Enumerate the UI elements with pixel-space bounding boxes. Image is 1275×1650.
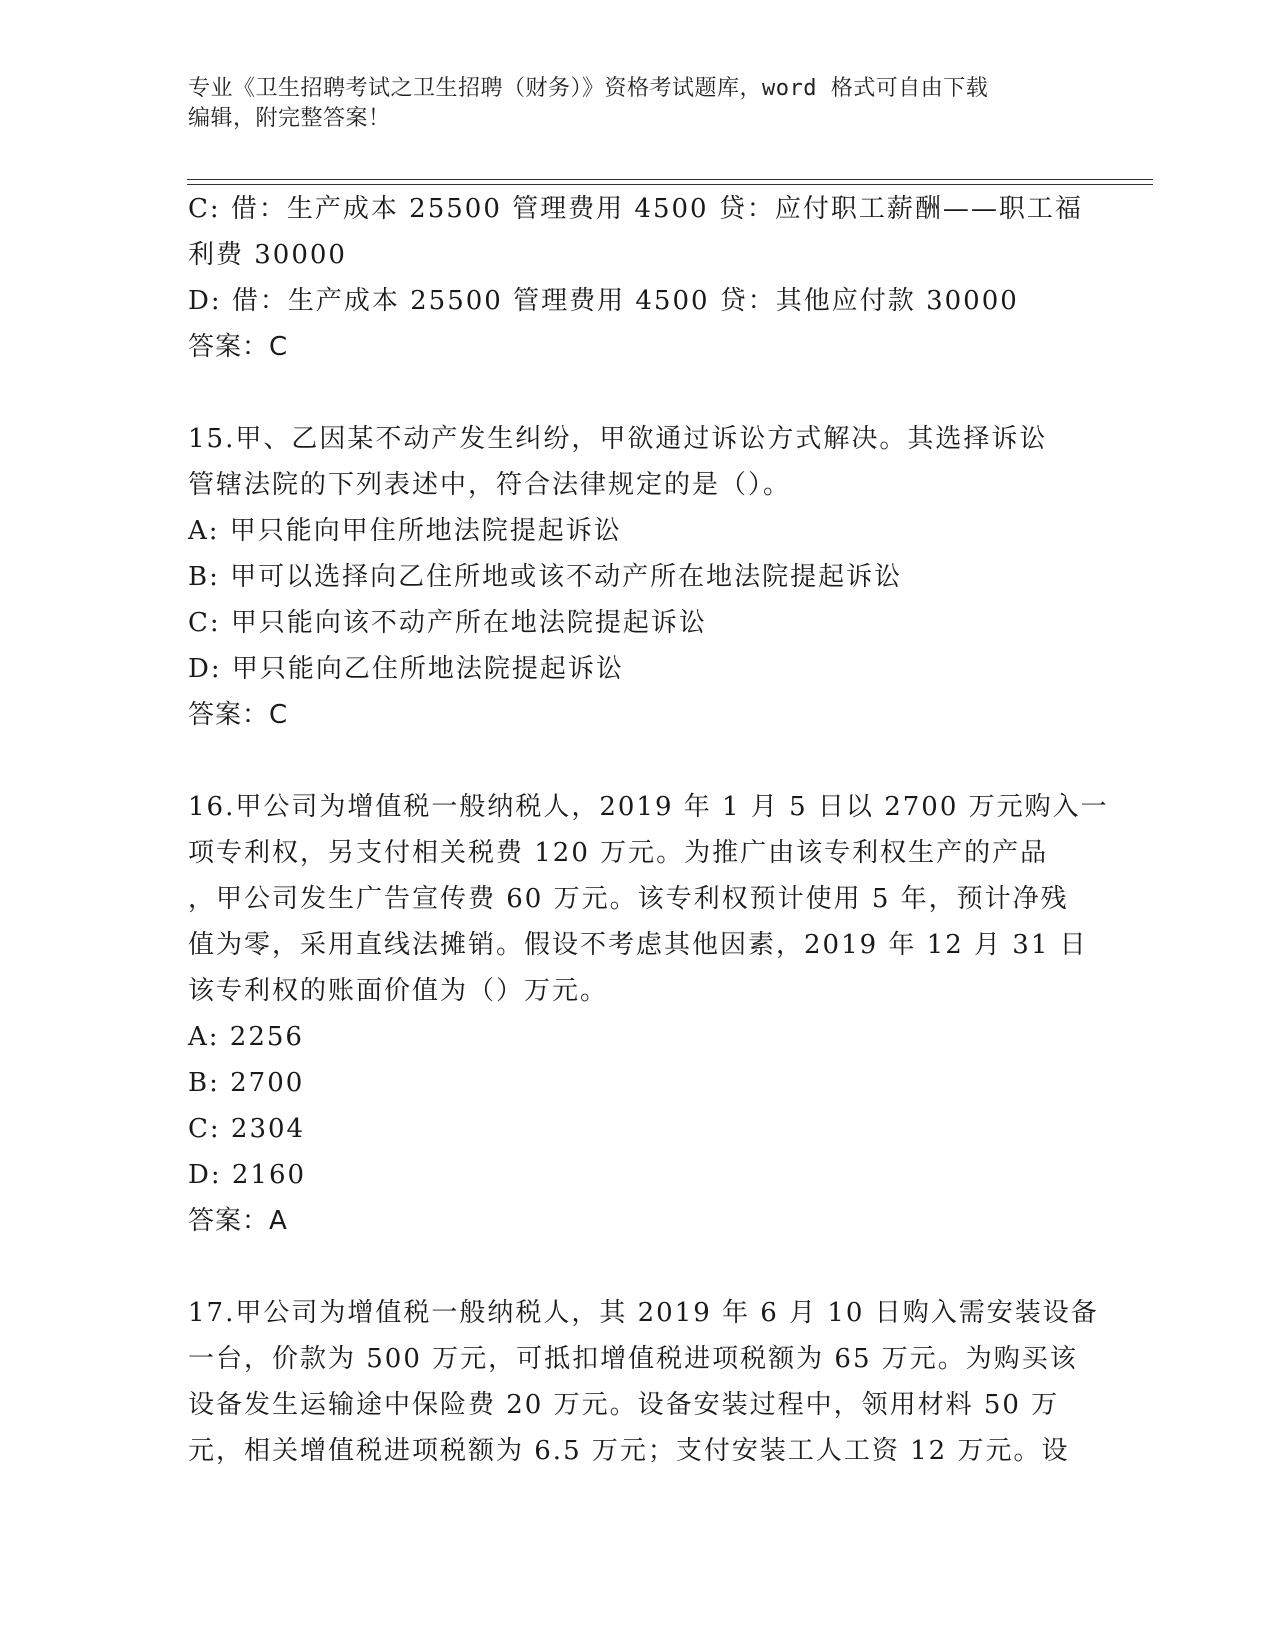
option-line: C: 2304	[188, 1114, 306, 1144]
spacer	[188, 738, 1088, 784]
question-text-line: 设备发生运输途中保险费 20 万元。设备安装过程中，领用材料 50 万	[188, 1390, 1060, 1420]
header-line-1: 专业《卫生招聘考试之卫生招聘（财务）》资格考试题库，word 格式可自由下载	[188, 76, 989, 101]
answer-line: 答案：C	[188, 700, 289, 730]
question-17	[188, 1290, 1099, 1474]
option-line: D: 借：生产成本 25500 管理费用 4500 贷：其他应付款 30000	[188, 286, 1019, 316]
question-text-line: 管辖法院的下列表述中，符合法律规定的是（）。	[188, 470, 792, 500]
spacer	[188, 370, 1088, 416]
option-line: C: 借：生产成本 25500 管理费用 4500 贷：应付职工薪酬——职工福	[188, 194, 1083, 224]
option-line: B: 甲可以选择向乙住所地或该不动产所在地法院提起诉讼	[188, 562, 903, 592]
option-line: D: 甲只能向乙住所地法院提起诉讼	[188, 654, 624, 684]
answer-line: 答案：A	[188, 1206, 288, 1236]
question-text-line: 17.甲公司为增值税一般纳税人，其 2019 年 6 月 10 日购入需安装设备	[188, 1298, 1099, 1328]
question-text-line: 元，相关增值税进项税额为 6.5 万元；支付安装工人工资 12 万元。设	[188, 1436, 1070, 1466]
answer-line: 答案：C	[188, 332, 289, 362]
document-body	[188, 186, 1109, 1474]
question-text-line: 16.甲公司为增值税一般纳税人，2019 年 1 月 5 日以 2700 万元购入一	[188, 792, 1109, 822]
header-rule-bottom	[187, 184, 1153, 185]
option-line: A: 甲只能向甲住所地法院提起诉讼	[188, 516, 622, 546]
header-rule-top	[187, 179, 1153, 180]
option-line: D: 2160	[188, 1160, 307, 1190]
question-text-line: 值为零，采用直线法摊销。假设不考虑其他因素，2019 年 12 月 31 日	[188, 930, 1088, 960]
document-header	[188, 74, 1088, 134]
question-text-line: 15.甲、乙因某不动产发生纠纷，甲欲通过诉讼方式解决。其选择诉讼	[188, 424, 1048, 454]
option-line: A: 2256	[188, 1022, 304, 1052]
header-line-2: 编辑，附完整答案！	[188, 106, 391, 131]
option-line: B: 2700	[188, 1068, 305, 1098]
question-text-line: ，甲公司发生广告宣传费 60 万元。该专利权预计使用 5 年，预计净残	[188, 884, 1069, 914]
question-text-line: 该专利权的账面价值为（）万元。	[188, 976, 609, 1006]
option-line: C: 甲只能向该不动产所在地法院提起诉讼	[188, 608, 707, 638]
question-text-line: 项专利权，另支付相关税费 120 万元。为推广由该专利权生产的产品	[188, 838, 1049, 868]
question-16	[188, 784, 1109, 1244]
question-15	[188, 416, 1088, 738]
question-14-continued	[188, 186, 1088, 370]
option-line: 利费 30000	[188, 240, 347, 270]
spacer	[188, 1244, 1088, 1290]
question-text-line: 一台，价款为 500 万元，可抵扣增值税进项税额为 65 万元。为购买该	[188, 1344, 1078, 1374]
